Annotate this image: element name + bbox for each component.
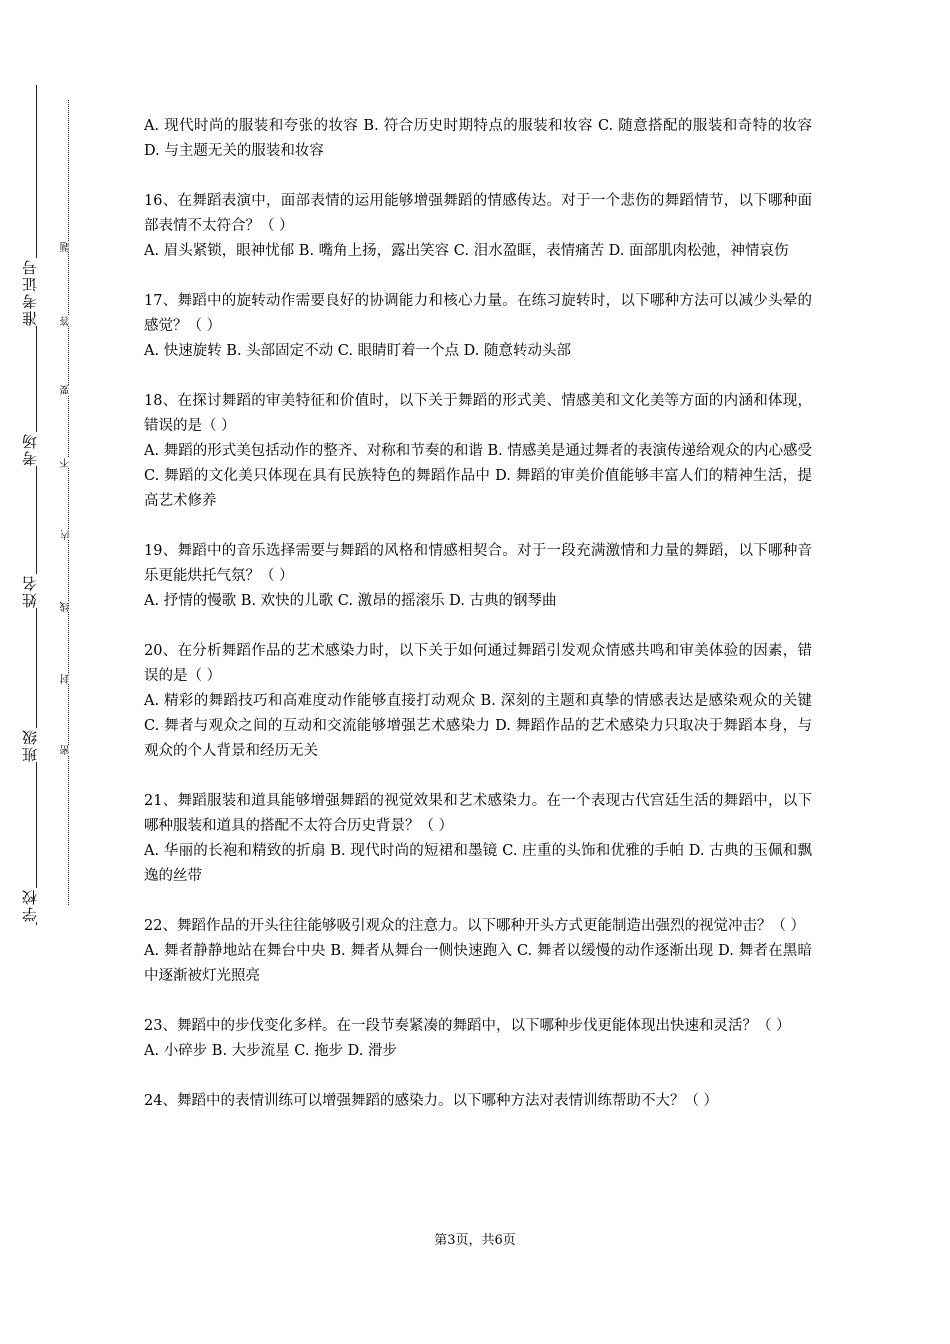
question-17 — [144, 289, 812, 364]
seal-char: 密 — [61, 745, 75, 755]
margin-label-exam-room: 考场 — [22, 432, 46, 466]
binding-line — [36, 85, 37, 925]
seal-char: 要 — [61, 385, 75, 395]
question-stem: 19、舞蹈中的音乐选择需要与舞蹈的风格和情感相契合。对于一段充满激情和力量的舞蹈，以下哪种音乐更能烘托气氛？（ ） — [144, 543, 812, 584]
seal-char: 封 — [61, 674, 75, 684]
question-stem: 20、在分析舞蹈作品的艺术感染力时，以下关于如何通过舞蹈引发观众情感共鸣和审美体验的因素，错误的是（ ） — [144, 643, 812, 684]
question-options: A. 现代时尚的服装和夸张的妆容 B. 符合历史时期特点的服装和妆容 C. 随意搭配的服装和奇特的妆容 D. 与主题无关的服装和妆容 — [144, 118, 812, 159]
question-23 — [144, 1014, 812, 1064]
question-options: A. 舞蹈的形式美包括动作的整齐、对称和节奏的和谐 B. 情感美是通过舞者的表演传递给观众的内心感受 C. 舞蹈的文化美只体现在具有民族特色的舞蹈作品中 D. 舞蹈的审美价值能够丰富人们的精神生活，提高艺术修养 — [144, 443, 812, 509]
question-options: A. 小碎步 B. 大步流星 C. 拖步 D. 滑步 — [144, 1043, 398, 1059]
question-stem: 22、舞蹈作品的开头往往能够吸引观众的注意力。以下哪种开头方式更能制造出强烈的视觉冲击？（ ） — [144, 918, 806, 934]
margin-label-class: 班级 — [22, 728, 46, 762]
seal-char: 不 — [61, 458, 75, 468]
question-options: A. 快速旋转 B. 头部固定不动 C. 眼睛盯着一个点 D. 随意转动头部 — [144, 343, 572, 359]
question-options: A. 舞者静静地站在舞台中央 B. 舞者从舞台一侧快速跑入 C. 舞者以缓慢的动作逐渐出现 D. 舞者在黑暗中逐渐被灯光照亮 — [144, 943, 812, 984]
seal-char: 答 — [61, 316, 75, 326]
question-options: A. 精彩的舞蹈技巧和高难度动作能够直接打动观众 B. 深刻的主题和真挚的情感表达是感染观众的关键 C. 舞者与观众之间的互动和交流能够增强艺术感染力 D. 舞蹈作品的艺术感染力只取决于舞蹈本身，与观众的个人背景和经历无关 — [144, 693, 812, 759]
question-24 — [144, 1089, 812, 1114]
question-18 — [144, 389, 812, 514]
seal-char: 题 — [61, 242, 75, 252]
seal-char: 线 — [61, 602, 75, 612]
question-20 — [144, 639, 812, 764]
question-16 — [144, 189, 812, 264]
margin-label-name: 姓名 — [22, 574, 46, 608]
margin-label-exam-number: 准考证号 — [22, 258, 46, 326]
seal-char: 内 — [61, 530, 75, 540]
question-stem: 21、舞蹈服装和道具能够增强舞蹈的视觉效果和艺术感染力。在一个表现古代宫廷生活的舞蹈中，以下哪种服装和道具的搭配不太符合历史背景？（ ） — [144, 793, 812, 834]
margin-label-school: 学校 — [22, 888, 46, 922]
question-options: A. 抒情的慢歌 B. 欢快的儿歌 C. 激昂的摇滚乐 D. 古典的钢琴曲 — [144, 593, 557, 609]
question-stem: 23、舞蹈中的步伐变化多样。在一段节奏紧凑的舞蹈中，以下哪种步伐更能体现出快速和灵活？（ ） — [144, 1018, 791, 1034]
question-stem: 24、舞蹈中的表情训练可以增强舞蹈的感染力。以下哪种方法对表情训练帮助不大？（ ） — [144, 1093, 719, 1109]
page-footer: 第3页，共6页 — [434, 1233, 516, 1248]
question-stem: 16、在舞蹈表演中，面部表情的运用能够增强舞蹈的情感传达。对于一个悲伤的舞蹈情节，以下哪种面部表情不太符合？（ ） — [144, 193, 812, 234]
question-options: A. 华丽的长袍和精致的折扇 B. 现代时尚的短裙和墨镜 C. 庄重的头饰和优雅的手帕 D. 古典的玉佩和飘逸的丝带 — [144, 843, 812, 884]
question-15-continued — [144, 114, 812, 164]
question-19 — [144, 539, 812, 614]
question-options: A. 眉头紧锁，眼神忧郁 B. 嘴角上扬，露出笑容 C. 泪水盈眶，表情痛苦 D. 面部肌肉松弛，神情哀伤 — [144, 243, 789, 259]
question-21 — [144, 789, 812, 889]
seal-dotted-line — [68, 100, 69, 905]
question-22 — [144, 914, 812, 989]
question-stem: 17、舞蹈中的旋转动作需要良好的协调能力和核心力量。在练习旋转时，以下哪种方法可以减少头晕的感觉？（ ） — [144, 293, 812, 334]
question-list — [144, 114, 812, 1139]
question-stem: 18、在探讨舞蹈的审美特征和价值时，以下关于舞蹈的形式美、情感美和文化美等方面的内涵和体现，错误的是（ ） — [144, 393, 812, 434]
